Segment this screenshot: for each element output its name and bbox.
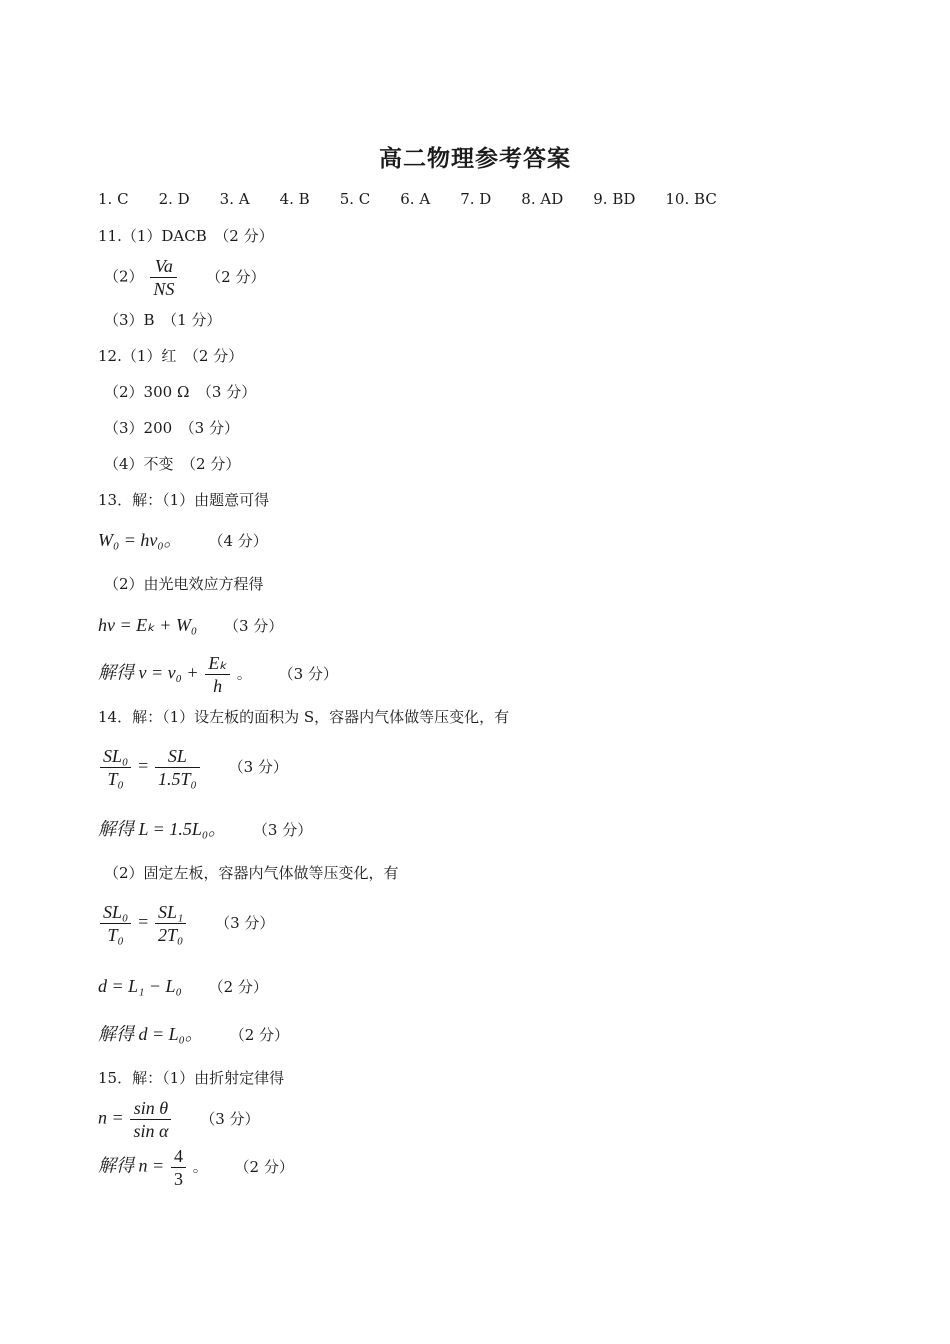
q14-fraction-right — [155, 745, 200, 790]
q11-fraction-num: Va — [150, 255, 177, 278]
q13-fraction-num: Eₖ — [205, 652, 230, 675]
multiple-choice-answers — [98, 190, 747, 208]
q14-eq-5 — [98, 1023, 289, 1046]
equals-sign: = — [138, 911, 149, 932]
q12-line-2: （2）300 Ω （3 分） — [104, 383, 257, 401]
q14-frac-num: SL₀ — [100, 901, 131, 924]
q14-eq-1 — [98, 745, 288, 790]
q12-line-4: （4）不变 （2 分） — [104, 455, 241, 473]
q14-frac-den: T₀ — [107, 925, 124, 945]
q14-fraction-right — [155, 901, 186, 946]
mc-answer: 3. A — [219, 190, 250, 208]
q14-frac-den: 1.5T₀ — [158, 769, 197, 789]
mc-answer: 6. A — [400, 190, 431, 208]
q11-fraction-den: NS — [153, 279, 175, 299]
q12-line-1: 12.（1）红 （2 分） — [98, 347, 244, 365]
q13-equation: W₀ = hν₀。 — [98, 530, 182, 550]
q11-line-1: 11.（1）DACB （2 分） — [98, 227, 274, 245]
q15-score: （2 分） — [234, 1157, 294, 1176]
q13-equation: hν = Eₖ + W₀ — [98, 615, 198, 635]
q13-score: （4 分） — [208, 532, 268, 550]
mc-answer: 4. B — [279, 190, 310, 208]
q11-score: （2 分） — [206, 267, 266, 286]
q15-line-1: 15．解：（1）由折射定律得 — [98, 1069, 285, 1087]
q15-eq-1 — [98, 1097, 260, 1142]
q11-line-2 — [104, 255, 265, 300]
q14-frac-den: 2T₀ — [158, 925, 184, 945]
q14-frac-den: T₀ — [107, 769, 124, 789]
q15-score: （3 分） — [200, 1109, 260, 1128]
q14-fraction-left — [100, 745, 131, 790]
q13-fraction — [205, 652, 230, 697]
q15-eq-2 — [98, 1145, 294, 1190]
q13-eq3-prefix: 解得 ν = ν₀ + — [98, 662, 199, 683]
q12-line-3: （3）200 （3 分） — [104, 419, 239, 437]
q14-score: （2 分） — [208, 978, 268, 996]
q15-frac-num: sin θ — [130, 1097, 171, 1120]
q15-frac-den: 3 — [173, 1169, 183, 1189]
mc-answer: 8. AD — [521, 190, 564, 208]
q14-eq-2 — [98, 818, 312, 841]
q14-score: （3 分） — [252, 821, 313, 839]
q13-eq3-suffix: 。 — [236, 664, 252, 683]
q15-eq1-prefix: n = — [98, 1107, 124, 1128]
q15-eq2-prefix: 解得 n = — [98, 1155, 165, 1176]
q14-frac-num: SL₀ — [100, 745, 131, 768]
q14-score: （2 分） — [229, 1026, 290, 1044]
q13-score: （3 分） — [278, 664, 338, 683]
mc-answer: 9. BD — [593, 190, 636, 208]
mc-answer: 10. BC — [665, 190, 717, 208]
mc-answer: 7. D — [460, 190, 492, 208]
q13-fraction-den: h — [213, 676, 223, 696]
q15-frac-num: 4 — [171, 1145, 186, 1168]
mc-answer: 2. D — [158, 190, 190, 208]
q14-frac-num: SL — [155, 745, 200, 768]
q14-equation: d = L₁ − L₀ — [98, 976, 182, 996]
q15-frac-den: sin α — [133, 1121, 169, 1141]
q14-eq-3 — [98, 901, 274, 946]
q13-line-1: 13．解：（1）由题意可得 — [98, 491, 270, 509]
page-title: 高二物理参考答案 — [379, 146, 571, 172]
q14-equation: 解得 L = 1.5L₀。 — [98, 819, 227, 839]
q13-score: （3 分） — [223, 617, 284, 635]
q13-eq-2 — [98, 614, 283, 637]
q13-line-2: （2）由光电效应方程得 — [104, 575, 264, 593]
q14-line-2: （2）固定左板，容器内气体做等压变化，有 — [104, 864, 399, 882]
q14-frac-num: SL₁ — [155, 901, 186, 924]
q13-eq-3 — [98, 652, 338, 697]
q14-score: （3 分） — [215, 913, 275, 932]
q15-fraction — [171, 1145, 186, 1190]
q15-eq2-suffix: 。 — [192, 1157, 208, 1176]
q13-eq-1 — [98, 529, 268, 552]
mc-answer: 5. C — [339, 190, 371, 208]
q11-fraction — [150, 255, 177, 300]
equals-sign: = — [138, 755, 149, 776]
q14-score: （3 分） — [228, 757, 288, 776]
q11-line-3: （3）B （1 分） — [104, 311, 222, 329]
q14-fraction-left — [100, 901, 131, 946]
q15-fraction — [130, 1097, 171, 1142]
q14-eq-4 — [98, 975, 268, 998]
q14-line-1: 14．解：（1）设左板的面积为 S，容器内气体做等压变化，有 — [98, 708, 510, 726]
q11-part-label: （2） — [104, 267, 144, 286]
mc-answer: 1. C — [98, 190, 129, 208]
q14-equation: 解得 d = L₀。 — [98, 1024, 203, 1044]
